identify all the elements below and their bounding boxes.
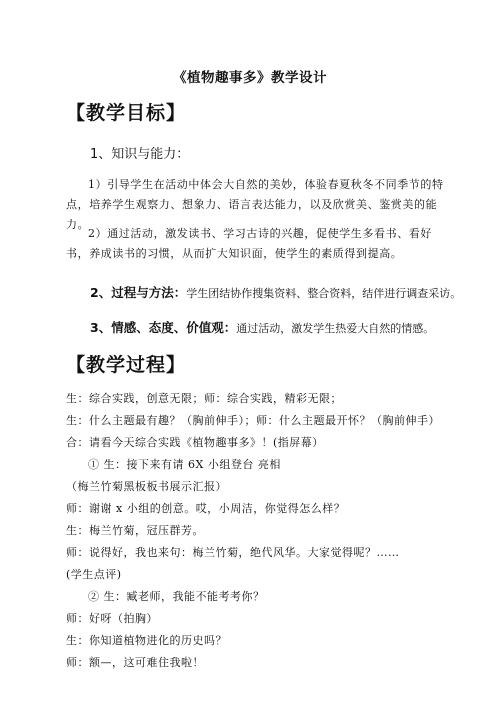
dialogue-line: 生：综合实践，创意无限；师：综合实践，精彩无限； bbox=[66, 392, 342, 405]
subheading-knowledge: 1、知识与能力： bbox=[90, 147, 190, 162]
dialogue-line: 生：什么主题最有趣？（胸前伸手）；师：什么主题最开怀？（胸前伸手） bbox=[66, 414, 440, 427]
dialogue-line: 师：说得好，我也来句：梅兰竹菊，绝代风华。大家觉得呢？…… bbox=[66, 546, 400, 559]
dialogue-line: ② 生：臧老师，我能不能考考你？ bbox=[88, 590, 265, 603]
subheading-emotion bbox=[90, 318, 470, 336]
document-title: 《植物趣事多》教学设计 bbox=[173, 70, 327, 86]
dialogue-line: 师：额—，这可难住我啦！ bbox=[66, 656, 204, 669]
dialogue-line: 合：请看今天综合实践《植物趣事多》！(指屏幕） bbox=[66, 436, 324, 449]
subheading-text: 通过活动，激发学生热爱大自然的情感。 bbox=[236, 322, 435, 335]
subheading-label: 3、情感、态度、价值观： bbox=[90, 320, 237, 335]
dialogue-line: (学生点评) bbox=[66, 568, 122, 581]
section-heading-goals: 【教学目标】 bbox=[66, 102, 187, 124]
paragraph-goal-2: 2）通过活动，激发读书、学习古诗的兴趣，促使学生多看书、看好书，养成读书的习惯，从而扩大知识面，使学生的素质得到提高。 bbox=[66, 227, 432, 260]
dialogue-line: 生：你知道植物进化的历史吗？ bbox=[66, 634, 227, 647]
subheading-process-method bbox=[90, 283, 470, 301]
paragraph-goal-1: 1）引导学生在活动中体会大自然的美妙，体验春夏秋冬不同季节的特点，培养学生观察力、想象力、语言表达能力，以及欣赏美、鉴赏美的能力。 bbox=[66, 178, 444, 231]
dialogue-line: （梅兰竹菊黑板板书展示汇报） bbox=[66, 480, 227, 493]
dialogue-line: 师：好呀（拍胸） bbox=[66, 612, 158, 625]
dialogue-line: 生：梅兰竹菊，冠压群芳。 bbox=[66, 524, 204, 537]
dialogue-line: 师：谢谢 x 小组的创意。哎，小周洁，你觉得怎么样？ bbox=[66, 502, 346, 515]
section-heading-process: 【教学过程】 bbox=[66, 354, 187, 376]
dialogue-line: ① 生：接下来有请 6X 小组登台 亮相 bbox=[88, 458, 281, 471]
subheading-text: 学生团结协作搜集资料、整合资料，结伴进行调查采访。 bbox=[186, 287, 462, 300]
subheading-label: 2、过程与方法： bbox=[90, 285, 187, 300]
